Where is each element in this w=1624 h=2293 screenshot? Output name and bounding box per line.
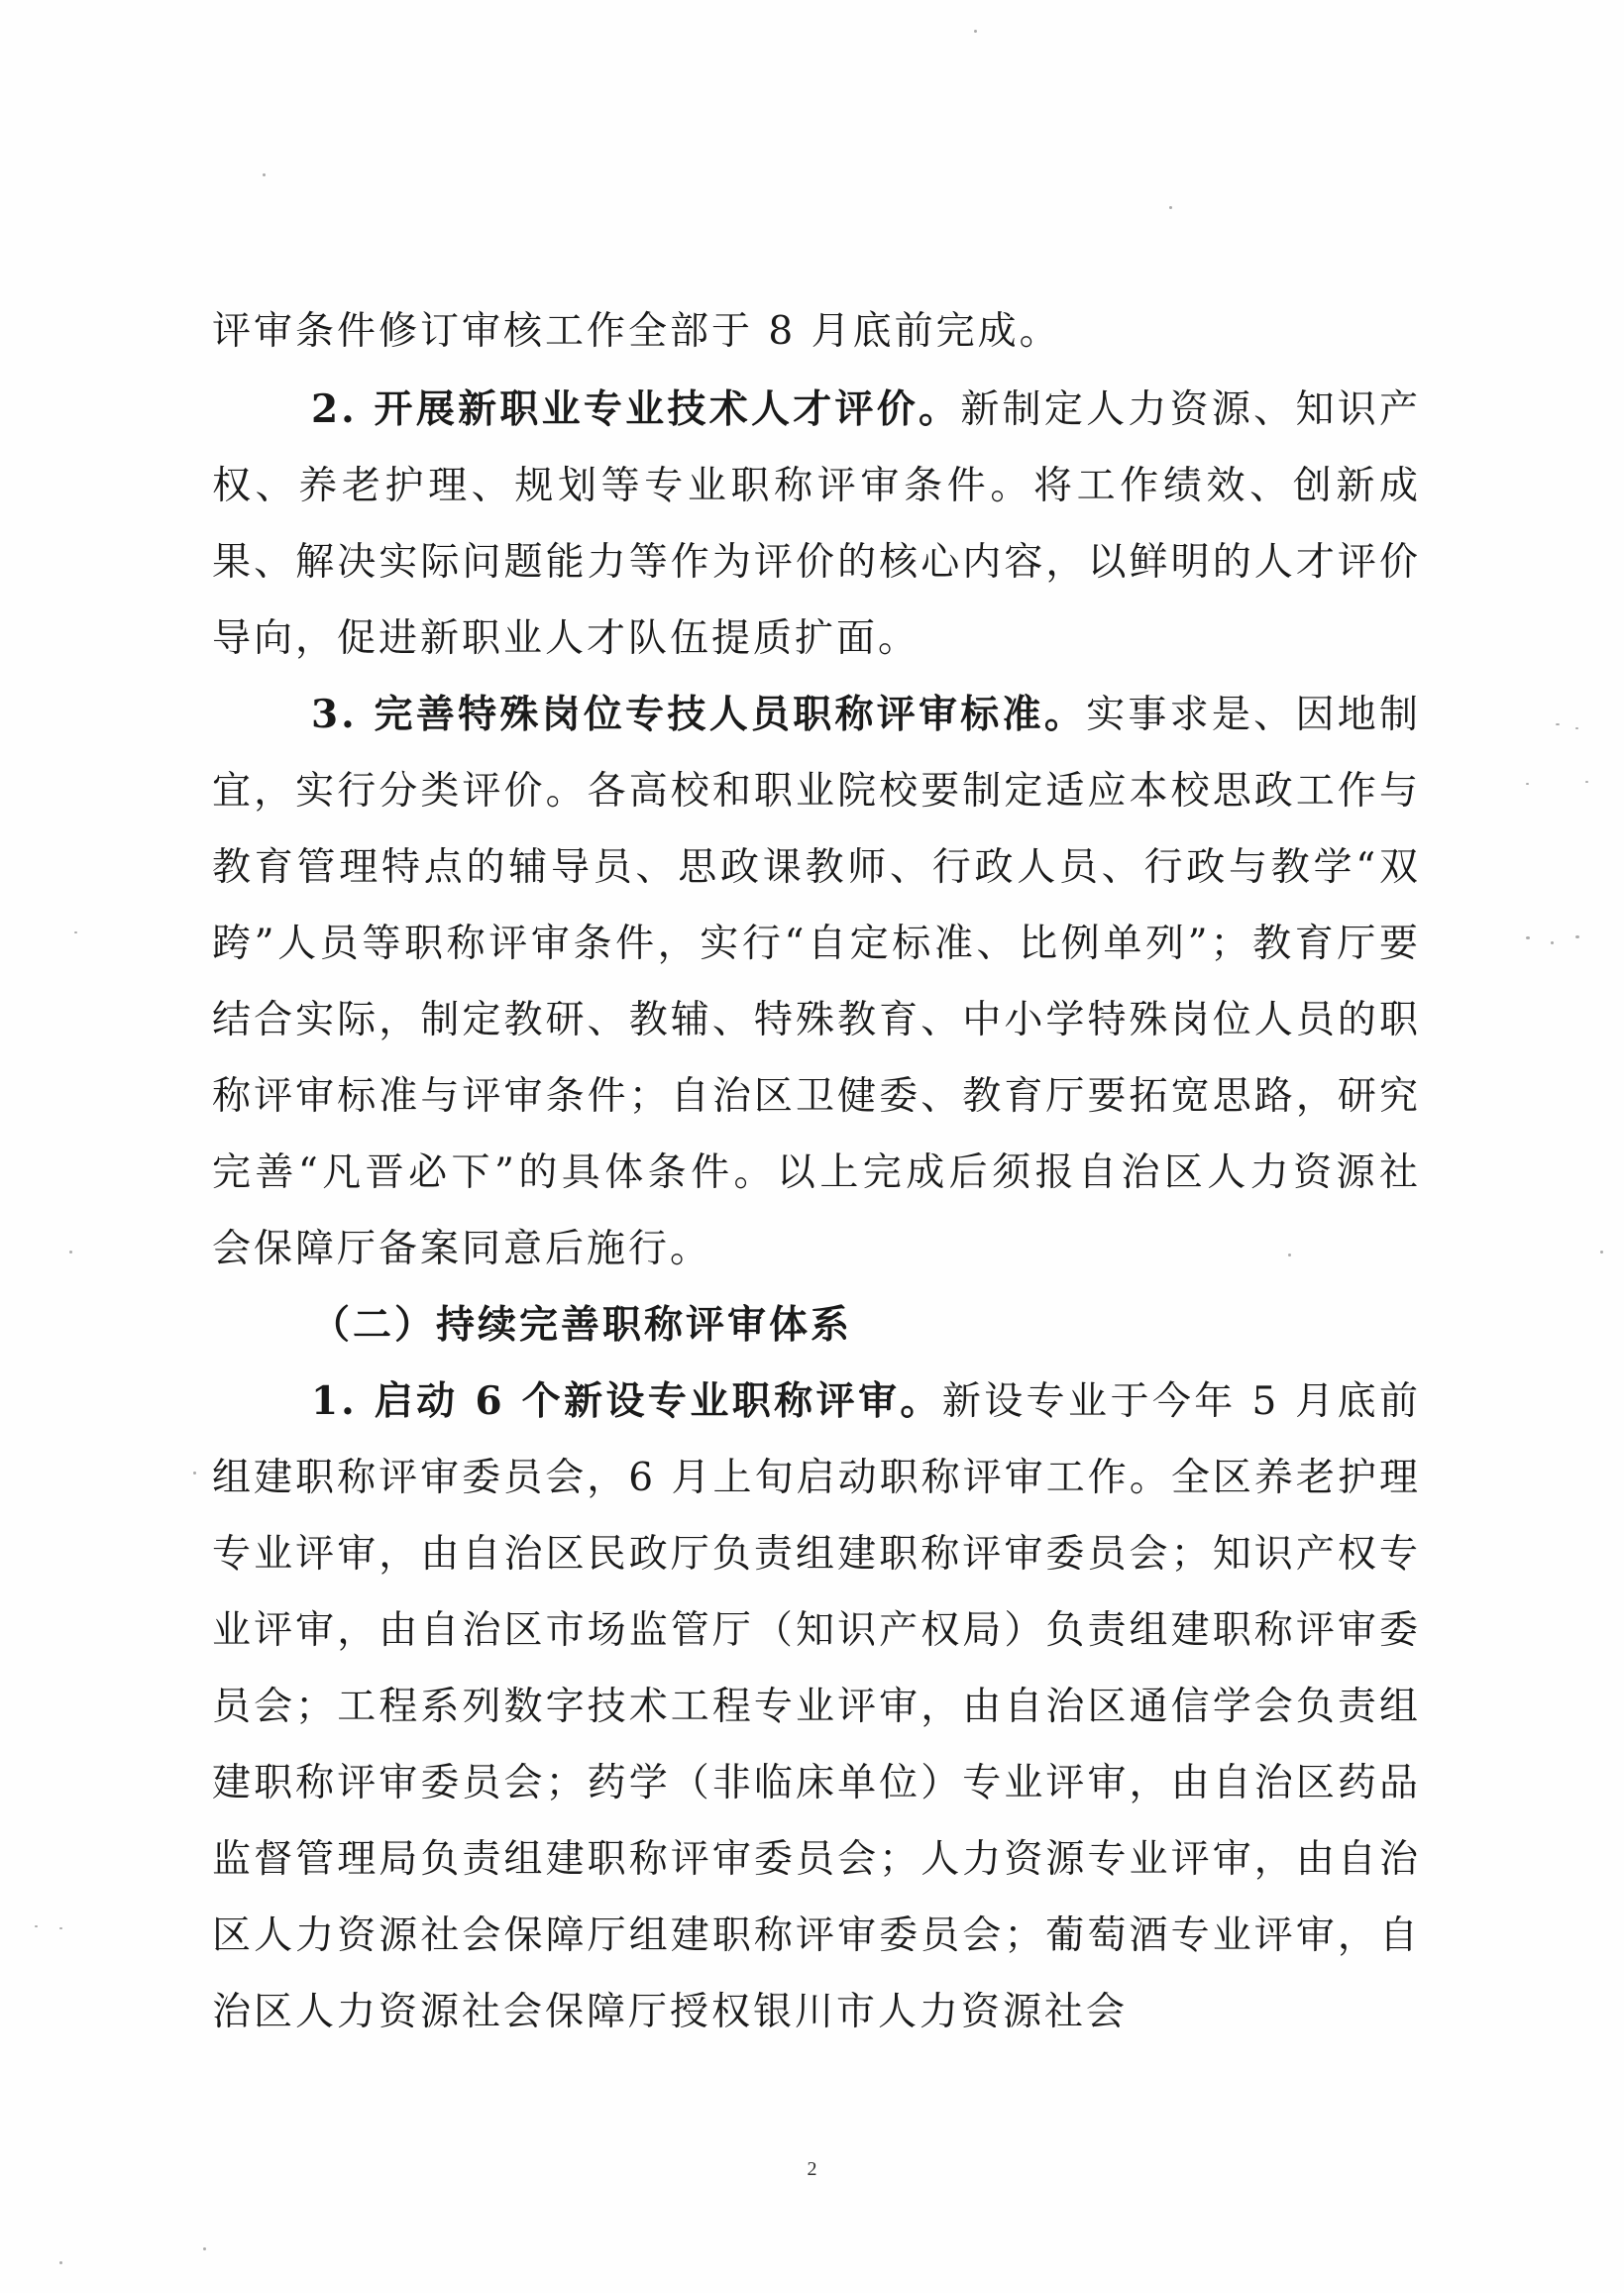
paragraph-text: 评审条件修订审核工作全部于 8 月底前完成。 <box>212 309 1061 354</box>
scan-speck <box>193 1472 196 1474</box>
scan-speck <box>1585 781 1588 783</box>
paragraph-text: 新制定人力资源、知识产权、养老护理、规划等专业职称评审条件。将工作绩效、创新成果、解决实际问题能力等作为评价的核心内容，以鲜明的人才评价导向，促进新职业人才队伍提质扩面。 <box>212 387 1421 661</box>
paragraph-lead-heading: 1. 启动 6 个新设专业职称评审。 <box>311 1378 942 1424</box>
paragraph-lead-heading: 3. 完善特殊岗位专技人员职称评审标准。 <box>311 692 1087 737</box>
document-body <box>212 293 1421 2050</box>
scan-speck <box>69 1251 72 1254</box>
numbered-paragraph <box>212 677 1421 1287</box>
numbered-paragraph <box>212 1364 1421 2050</box>
scan-speck <box>1556 723 1560 725</box>
scan-speck <box>974 30 977 33</box>
scan-speck <box>263 173 266 176</box>
scan-speck <box>1288 1254 1291 1256</box>
scan-speck <box>203 2247 206 2250</box>
scan-speck <box>1169 206 1172 209</box>
section-heading: （二）持续完善职称评审体系 <box>311 1302 853 1348</box>
scan-speck <box>1575 935 1579 938</box>
scan-speck <box>1526 783 1529 785</box>
scan-speck <box>1600 1251 1603 1254</box>
paragraph-lead-heading: 2. 开展新职业专业技术人才评价。 <box>311 386 961 432</box>
paragraph-text: 实事求是、因地制宜，实行分类评价。各高校和职业院校要制定适应本校思政工作与教育管理特点的辅导员、思政课教师、行政人员、行政与教学“双跨”人员等职称评审条件，实行“自定标准、比例单列”；教育厅要结合实际，制定教研、教辅、特殊教育、中小学特殊岗位人员的职称评审标准与评审条件；自治区卫健委、教育厅要拓宽思路，研究完善“凡晋必下”的具体条件。以上完成后须报自治区人力资源社会保障厅备案同意后施行。 <box>212 693 1421 1271</box>
scan-speck <box>74 931 77 933</box>
scan-speck <box>1575 727 1578 729</box>
numbered-paragraph <box>212 372 1421 677</box>
scan-speck <box>1526 936 1530 939</box>
scan-speck <box>59 1927 62 1929</box>
paragraph-text: 新设专业于今年 5 月底前组建职称评审委员会，6 月上旬启动职称评审工作。全区养老护理专业评审，由自治区民政厅负责组建职称评审委员会；知识产权专业评审，由自治区市场监管厅（知识产权局）负责组建职称评审委员会；工程系列数字技术工程专业评审，由自治区通信学会负责组建职称评审委员会；药学（非临床单位）专业评审，由自治区药品监督管理局负责组建职称评审委员会；人力资源专业评审，由自治区人力资源社会保障厅组建职称评审委员会；葡萄酒专业评审，自治区人力资源社会保障厅授权银川市人力资源社会 <box>212 1379 1421 2034</box>
scan-speck <box>1551 941 1554 944</box>
page-number: 2 <box>807 2158 817 2180</box>
scan-speck <box>35 1925 38 1927</box>
scan-speck <box>59 2261 62 2264</box>
continuation-paragraph <box>212 293 1421 370</box>
